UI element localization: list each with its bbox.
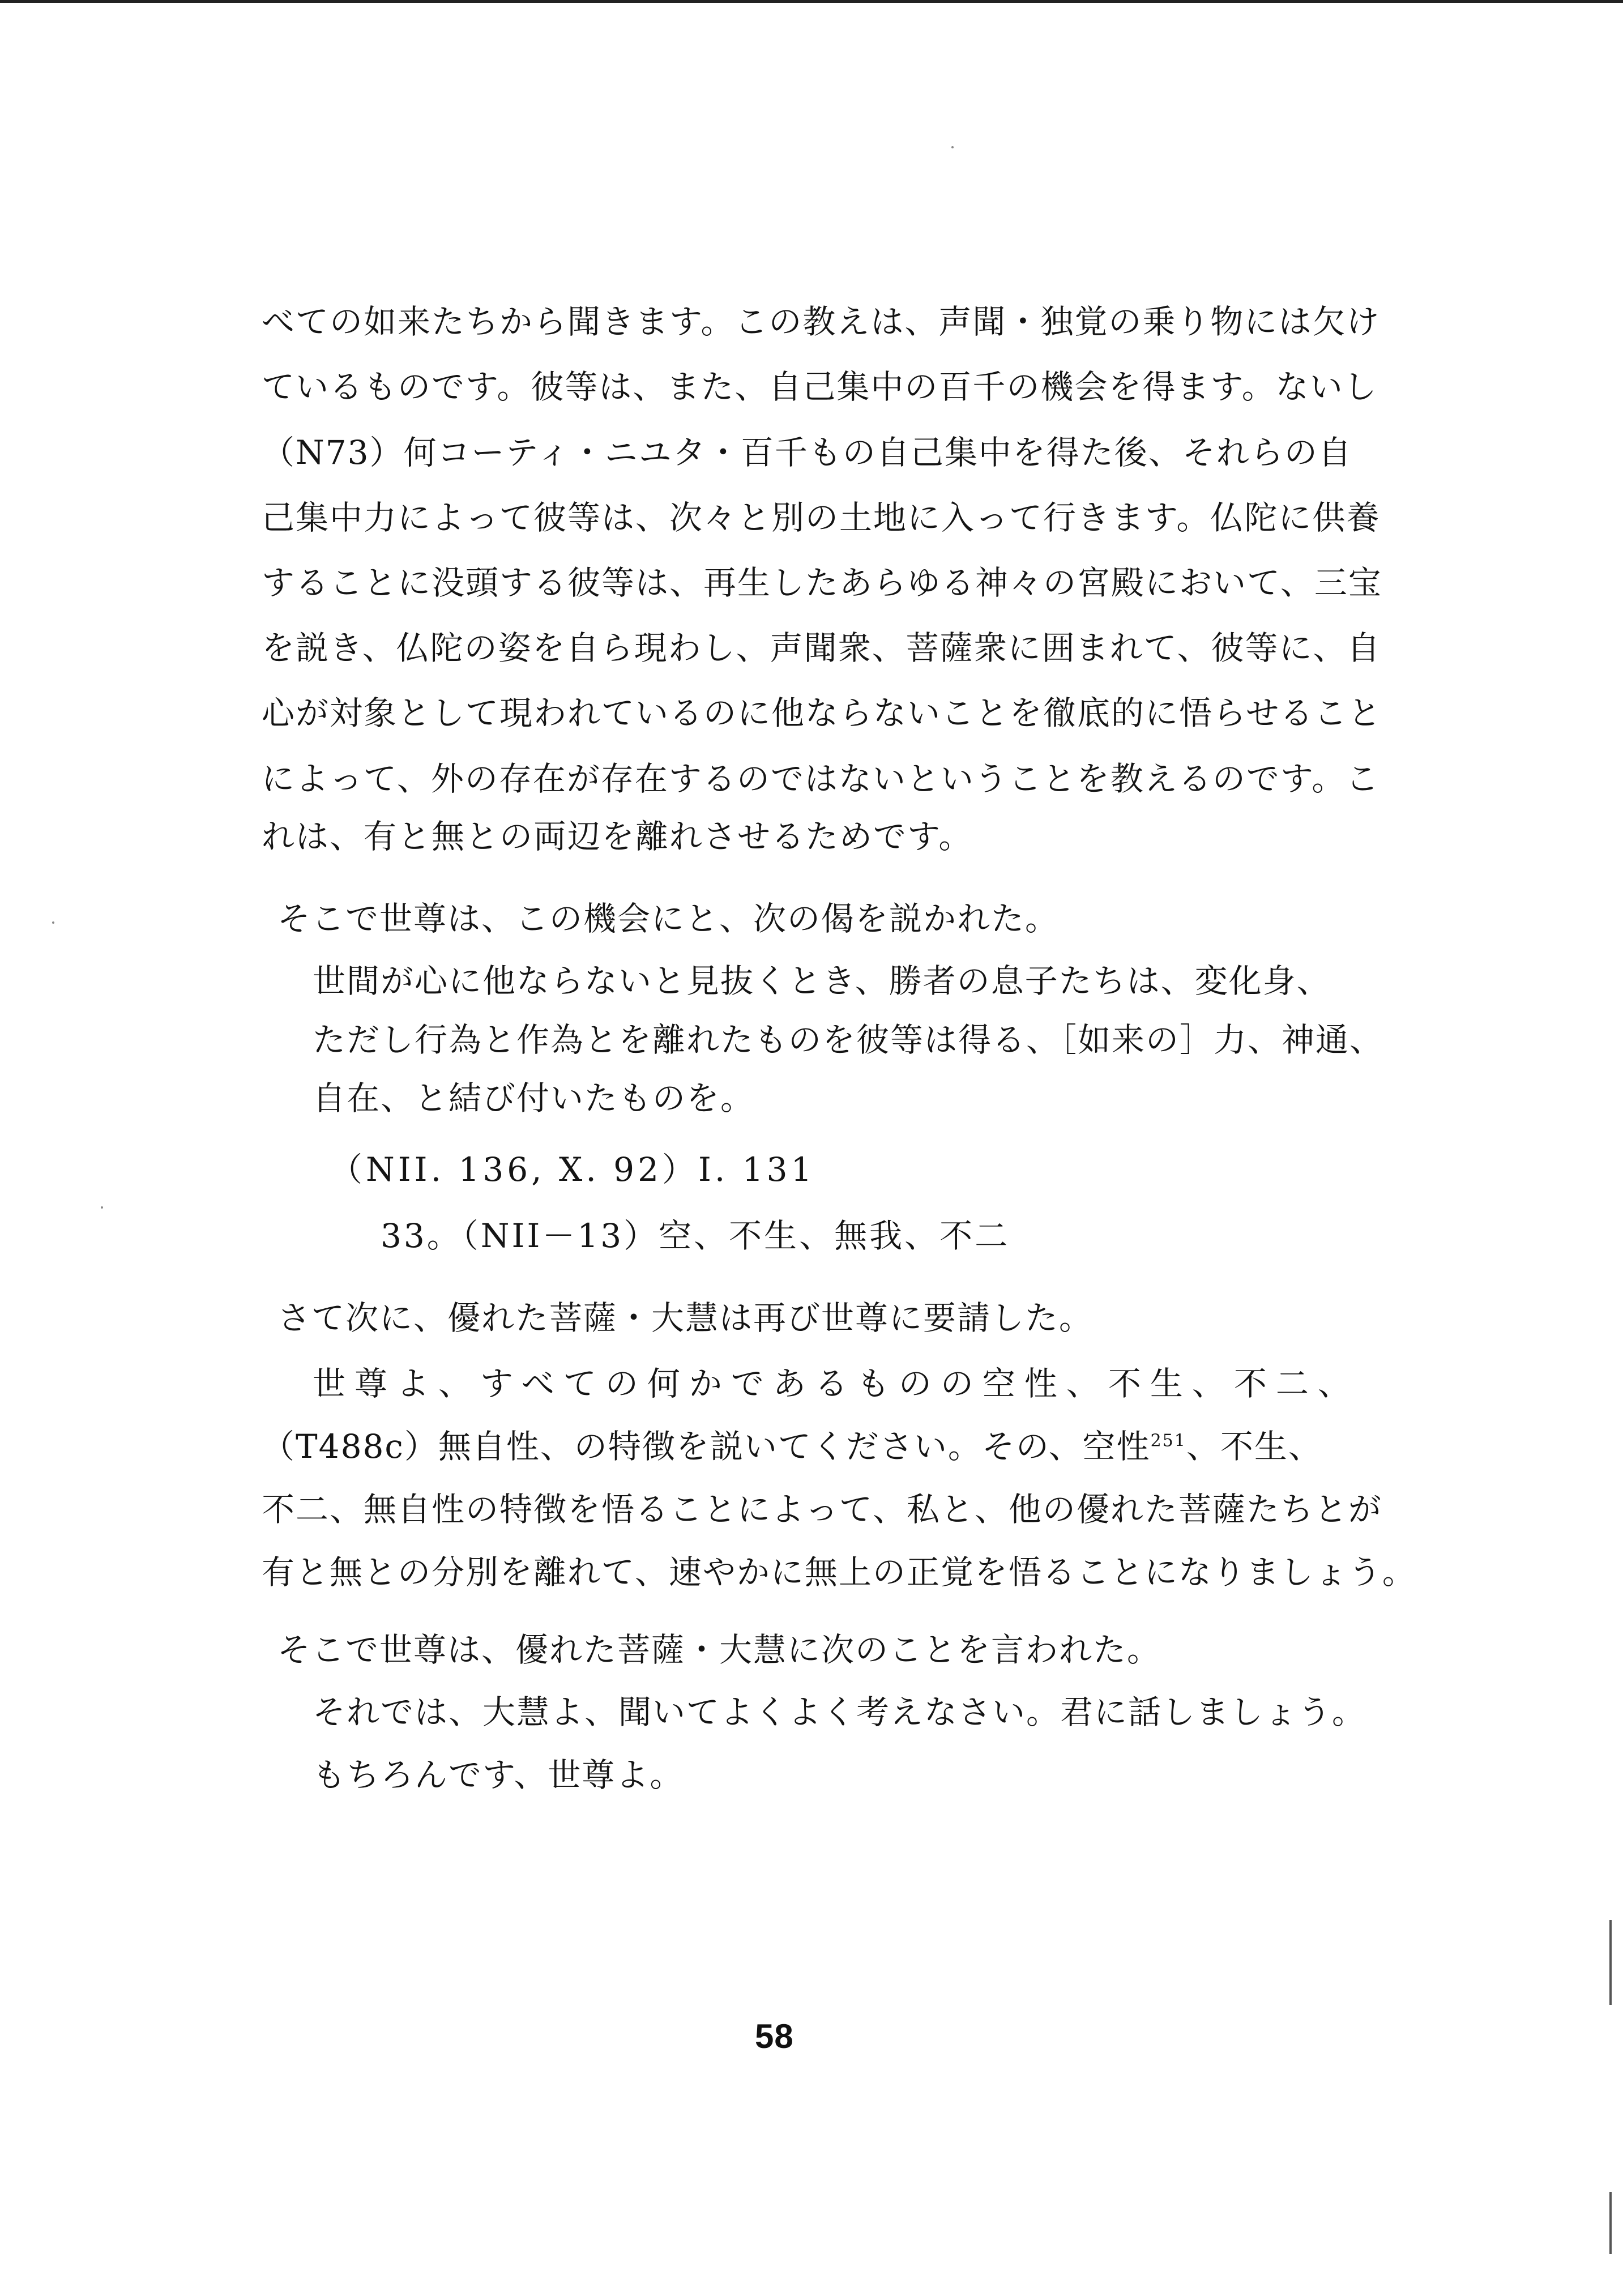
scan-speck — [951, 146, 954, 148]
page-number: 58 — [755, 2017, 794, 2055]
scan-speck — [52, 921, 54, 924]
text-line: さて次に、優れた菩薩・大慧は再び世尊に要請した。 — [277, 1299, 1094, 1337]
text-line: 不二、無自性の特徴を悟ることによって、私と、他の優れた菩薩たちとが — [262, 1490, 1382, 1529]
text-line: べての如来たちから聞きます。この教えは、声聞・独覚の乗り物には欠け — [262, 302, 1381, 341]
text-line: そこで世尊は、優れた菩薩・大慧に次のことを言われた。 — [277, 1631, 1161, 1669]
top-border-line — [0, 0, 1623, 3]
text-line — [262, 1421, 1322, 1472]
section-heading: 33。（NII－13）空、不生、無我、不二 — [381, 1217, 1010, 1255]
text-span: （T488c）無自性、の特徴を説いてください。その、空性 — [262, 1427, 1151, 1466]
text-line: を説き、仏陀の姿を自ら現わし、声聞衆、菩薩衆に囲まれて、彼等に、自 — [262, 629, 1381, 667]
right-edge-mark — [1609, 2192, 1612, 2254]
text-line: によって、外の存在が存在するのではないということを教えるのです。こ — [262, 759, 1380, 798]
text-line: れは、有と無との両辺を離れさせるためです。 — [262, 817, 973, 856]
scan-speck — [101, 1206, 103, 1209]
text-line: ているものです。彼等は、また、自己集中の百千の機会を得ます。ないし — [262, 368, 1378, 406]
text-line: 有と無との分別を離れて、速やかに無上の正覚を悟ることになりましょう。 — [262, 1553, 1416, 1591]
text-line: もちろんです、世尊よ。 — [313, 1756, 684, 1794]
text-line: それでは、大慧よ、聞いてよくよく考えなさい。君に話しましょう。 — [313, 1693, 1366, 1731]
verse-line: 自在、と結び付いたものを。 — [313, 1079, 755, 1117]
footnote-reference: 251 — [1150, 1431, 1186, 1451]
citation-line: （NII. 136, X. 92）I. 131 — [330, 1150, 815, 1189]
text-line: そこで世尊は、この機会にと、次の偈を説かれた。 — [277, 899, 1060, 938]
text-line: 世尊よ、すべての何かであるものの空性、不生、不二、 — [313, 1364, 1360, 1403]
text-line: 己集中力によって彼等は、次々と別の土地に入って行きます。仏陀に供養 — [262, 498, 1381, 537]
text-line: （N73）何コーティ・ニユタ・百千もの自己集中を得た後、それらの自 — [262, 433, 1352, 472]
verse-line: ただし行為と作為とを離れたものを彼等は得る、［如来の］力、神通、 — [313, 1021, 1384, 1059]
text-span: 、不生、 — [1186, 1427, 1322, 1466]
text-line: することに没頭する彼等は、再生したあらゆる神々の宮殿において、三宝 — [262, 564, 1382, 602]
right-edge-mark — [1609, 1920, 1612, 2005]
text-line: 心が対象として現われているのに他ならないことを徹底的に悟らせること — [262, 694, 1382, 732]
verse-line: 世間が心に他ならないと見抜くとき、勝者の息子たちは、変化身、 — [313, 962, 1331, 1000]
